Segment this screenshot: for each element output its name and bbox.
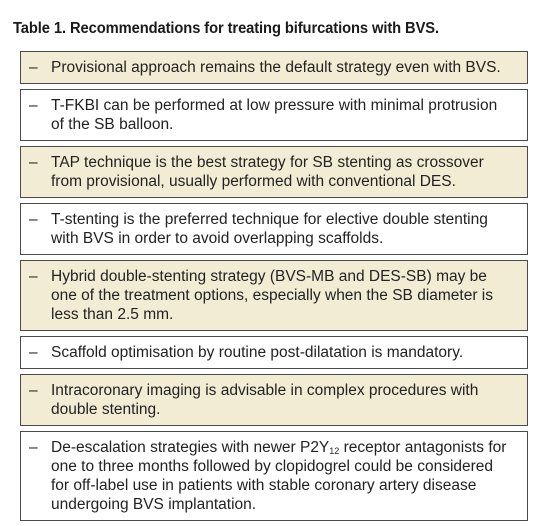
table-row: [20, 431, 528, 521]
row-text: TAP technique is the best strategy for SB stenting as crossover from provisional, usually performed with conventional DES.: [51, 154, 484, 190]
bullet-dash: –: [29, 344, 38, 361]
bullet-dash: –: [29, 439, 38, 456]
row-text: Scaffold optimisation by routine post-dilatation is mandatory.: [51, 344, 464, 361]
bullet-dash: –: [29, 382, 38, 399]
row-text-subscript: 12: [329, 446, 340, 456]
table-row: [20, 374, 528, 426]
bullet-dash: –: [29, 97, 38, 114]
row-text: Intracoronary imaging is advisable in complex procedures with double stenting.: [51, 382, 479, 418]
bullet-dash: –: [29, 59, 38, 76]
row-text-before: De-escalation strategies with newer P2Y: [51, 439, 330, 456]
table-row: [20, 203, 528, 255]
row-text: Hybrid double-stenting strategy (BVS-MB and DES-SB) may be one of the treatment options, especially when the SB diameter is less than 2.5 mm.: [51, 268, 493, 323]
row-text: T-stenting is the preferred technique for elective double stenting with BVS in order to avoid overlapping scaffolds.: [51, 211, 488, 247]
row-text: Provisional approach remains the default strategy even with BVS.: [51, 59, 501, 76]
bullet-dash: –: [29, 154, 38, 171]
row-text: T-FKBI can be performed at low pressure with minimal protrusion of the SB balloon.: [51, 97, 498, 133]
recommendations-table: [20, 51, 528, 526]
table-row: [20, 89, 528, 141]
table-title: Table 1. Recommendations for treating bifurcations with BVS.: [13, 20, 440, 37]
table-row: [20, 336, 528, 369]
table-row: [20, 260, 528, 331]
table-row: [20, 52, 528, 84]
row-text-after: receptor antagonists for one to three months followed by clopidogrel could be considered for off-label use in patients with stable coronary artery disease undergoing BVS implantation.: [51, 439, 507, 513]
table-row: [20, 146, 528, 198]
bullet-dash: –: [29, 268, 38, 285]
bullet-dash: –: [29, 211, 38, 228]
row-text: [21, 432, 527, 520]
